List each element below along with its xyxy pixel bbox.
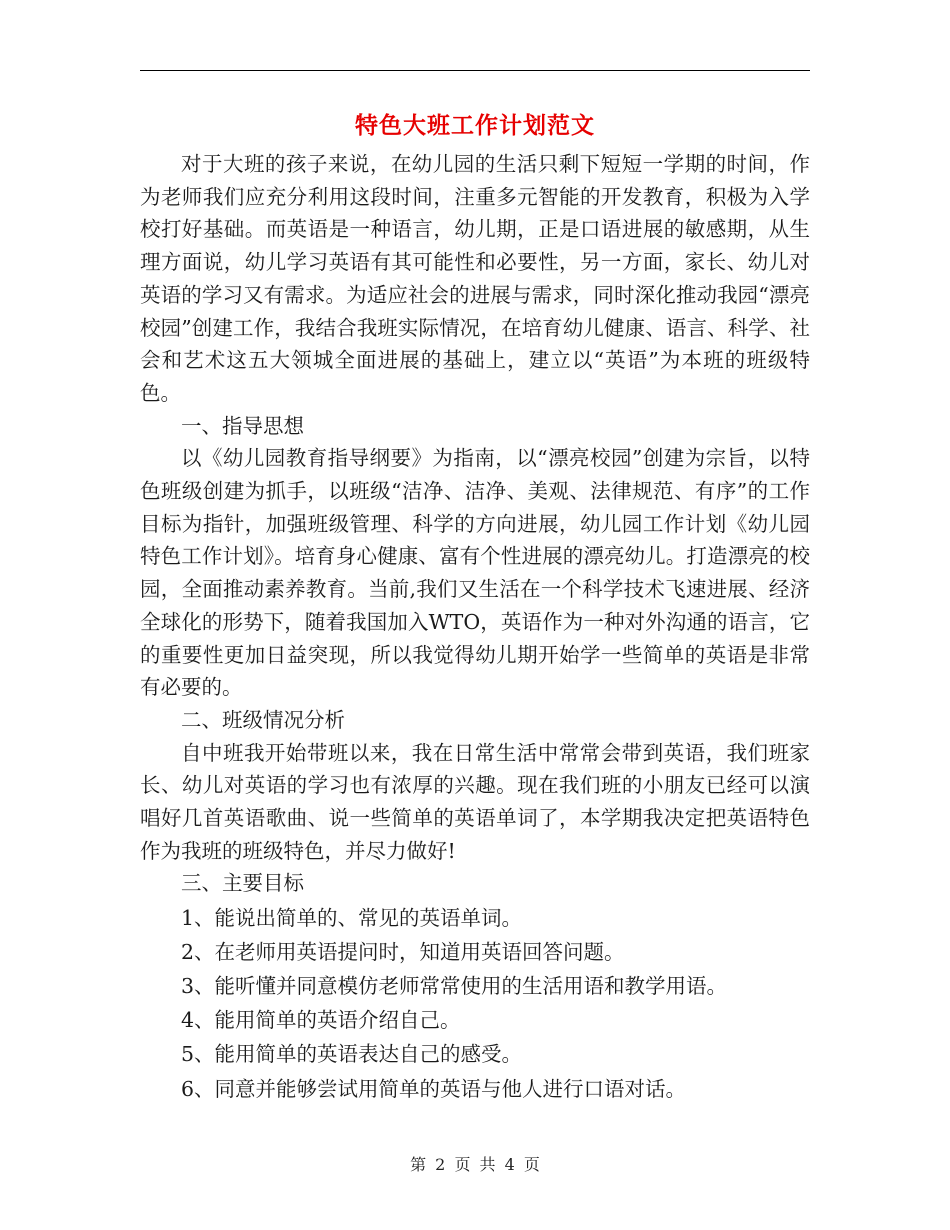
goal-item: 1、能说出简单的、常见的英语单词。 xyxy=(181,905,523,930)
goal-item: 4、能用简单的英语介绍自己。 xyxy=(181,1008,461,1033)
goal-item: 3、能听懂并同意模仿老师常常使用的生活用语和教学用语。 xyxy=(181,974,728,999)
section-heading-class-analysis: 二、班级情况分析 xyxy=(181,707,345,732)
intro-paragraph: 对于大班的孩子来说，在幼儿园的生活只剩下短短一学期的时间，作为老师我们应充分利用这段时间，注重多元智能的开发教育，积极为入学校打好基础。而英语是一种语言，幼儿期，正是口语进展的敏感期，从生理方面说，幼儿学习英语有其可能性和必要性，另一方面，家长、幼儿对英语的学习又有需求。为适应社会的进展与需求，同时深化推动我园“漂亮校园”创建工作，我结合我班实际情况，在培育幼儿健康、语言、科学、社会和艺术这五大领城全面进展的基础上，建立以“英语”为本班的班级特色。 xyxy=(140,152,810,405)
section-heading-guiding-idea: 一、指导思想 xyxy=(181,413,304,438)
goal-item: 5、能用简单的英语表达自己的感受。 xyxy=(181,1042,523,1067)
header-rule xyxy=(140,70,810,71)
goal-item: 2、在老师用英语提问时，知道用英语回答问题。 xyxy=(181,939,625,964)
document-title: 特色大班工作计划范文 xyxy=(355,112,595,139)
guiding-idea-paragraph: 以《幼儿园教育指导纲要》为指南，以“漂亮校园”创建为宗旨，以特色班级创建为抓手，以班级“洁净、洁净、美观、法律规范、有序”的工作目标为指针，加强班级管理、科学的方向进展，幼儿园工作计划《幼儿园特色工作计划》。培育身心健康、富有个性进展的漂亮幼儿。打造漂亮的校园，全面推动素养教育。当前,我们又生活在一个科学技术飞速进展、经济全球化的形势下，随着我国加入WTO，英语作为一种对外沟通的语言，它的重要性更加日益突现，所以我觉得幼儿期开始学一些简单的英语是非常有必要的。 xyxy=(140,446,810,700)
goal-item: 6、同意并能够尝试用简单的英语与他人进行口语对话。 xyxy=(181,1076,687,1101)
document-body xyxy=(140,148,810,1107)
section-heading-main-goals: 三、主要目标 xyxy=(181,871,304,896)
page-number: 第 2 页 共 4 页 xyxy=(410,1155,540,1174)
class-analysis-paragraph: 自中班我开始带班以来，我在日常生活中常常会带到英语，我们班家长、幼儿对英语的学习也有浓厚的兴趣。现在我们班的小朋友已经可以演唱好几首英语歌曲、说一些简单的英语单词了，本学期我决定把英语特色作为我班的班级特色，并尽力做好! xyxy=(140,740,810,863)
